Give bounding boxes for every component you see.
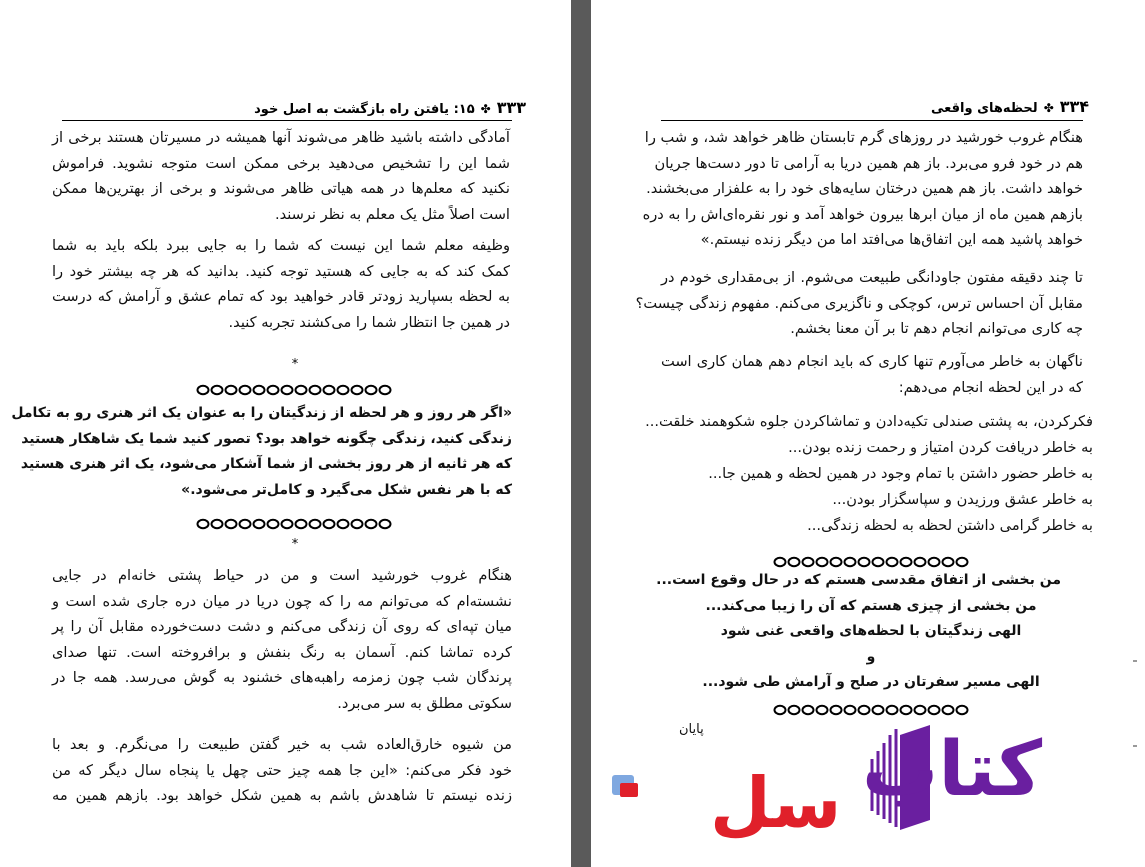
quote-text-line: که با هر نفس شکل می‌گیرد و کامل‌تر می‌شود.» bbox=[181, 481, 512, 498]
left-page-number: ۳۳۳ bbox=[496, 98, 526, 117]
body-text-line: هنگام غروب خورشید در روزهای گرم تابستان ظاهر خواهد شد، و شب را bbox=[644, 129, 1083, 146]
section-star-icon: * bbox=[291, 357, 299, 372]
section-star-icon: * bbox=[291, 537, 299, 552]
body-text-line: خود فکر می‌کنم: «این جا همه چیز حتی چهل یا پنجاه سال دیگر که من bbox=[52, 761, 512, 779]
body-text-line: خواهد داشت. باز هم همین درختان سایه‌های خود را به علفزار می‌بخشند. bbox=[646, 180, 1083, 197]
quote-text-line: که هر ثانیه از هر روز بخشی از شما آشکار می‌شود، یک اثر هنری هستید bbox=[20, 456, 512, 472]
header-ornament-icon: ✤ bbox=[1043, 101, 1054, 115]
list-item-line: به خاطر دریافت کردن امتیاز و رحمت زنده بودن... bbox=[788, 439, 1093, 456]
body-text-line: آمادگی داشته باشید ظاهر می‌شوند آنها همیشه در مسیرتان هستند برخی از bbox=[52, 129, 510, 146]
body-text-line: است اصلاً مثل یک معلم به نظر نرسند. bbox=[274, 205, 510, 223]
quote-text-line: «اگر هر روز و هر لحظه از زندگیتان را به عنوان یک اثر هنری رو به تکامل bbox=[11, 405, 512, 421]
body-text-line: در همین جا انتظار شما را می‌کشند تجربه کنید. bbox=[228, 313, 510, 331]
scan-edge-mark bbox=[1133, 745, 1137, 747]
right-page-header bbox=[931, 97, 1089, 116]
body-text-line: هنگام غروب خورشید است و من در حیاط پشتی خانه‌ام در جایی bbox=[52, 567, 512, 584]
body-text-line: تا چند دقیقه مفتون جاودانگی طبیعت می‌شوم. از بی‌مقداری خودم در bbox=[661, 269, 1083, 286]
list-item-line: به خاطر عشق ورزیدن و سپاسگزار بودن... bbox=[832, 491, 1093, 508]
closing-text-line: من بخشی از چیزی هستم که آن را زیبا می‌کند... bbox=[705, 597, 1037, 614]
body-text-line: خواهد پاشید همه این اتفاق‌ها می‌افتد اما من دیگر زنده نیستم.» bbox=[700, 231, 1083, 248]
body-text-line: که در این لحظه انجام می‌دهم: bbox=[898, 378, 1083, 396]
list-item-line: فکرکردن، به پشتی صندلی تکیه‌دادن و تماشاکردن جلوه شکوهمند خلقت... bbox=[645, 413, 1093, 430]
logo-badge-icon bbox=[620, 783, 638, 797]
body-text-line: پرندگان شب چون زمزمه راهبه‌های خشنود به گوش می‌رسد. همه جا در bbox=[52, 669, 512, 686]
list-item-line: به خاطر حضور داشتن با تمام وجود در همین لحظه و همین جا... bbox=[708, 465, 1093, 482]
left-page-header bbox=[254, 98, 526, 117]
list-item-line: به خاطر گرامی داشتن لحظه به لحظه زندگی... bbox=[807, 517, 1093, 534]
body-text-line: چه کاری می‌توانم انجام دهم تا بر آن معنا بخشم. bbox=[790, 320, 1083, 337]
right-header-rule bbox=[661, 120, 1083, 121]
closing-text-line: و bbox=[866, 648, 876, 665]
body-text-line: ناگهان به خاطر می‌آورم تنها کاری که باید انجام دهم همان کاری است bbox=[661, 353, 1083, 370]
logo-word-ketab: کتاب bbox=[862, 724, 1043, 813]
body-text-line: من شیوه خارق‌العاده شب به خیر گفتن طبیعت را می‌نگرم. و بعد با bbox=[52, 736, 512, 753]
ornament-divider bbox=[773, 555, 969, 569]
ornament-divider bbox=[196, 517, 392, 531]
right-page-chapter-title: لحظه‌های واقعی bbox=[931, 101, 1038, 116]
body-text-line: کرده تماشا کنم. آسمان به رنگ بنفش و برافروخته است. تنها صدای bbox=[52, 643, 512, 661]
ornament-divider bbox=[196, 383, 392, 397]
ketabsal-logo-graphic bbox=[600, 705, 1043, 844]
right-page-number: ۳۳۴ bbox=[1059, 97, 1090, 116]
body-text-line: وظیفه معلم شما این نیست که شما را به جایی ببرد بلکه باید به شما bbox=[52, 237, 510, 254]
body-text-line: بازهم همین ماه از میان ابرها بیرون خواهد آمد و نور نقره‌ای‌اش را به دره bbox=[642, 205, 1083, 223]
closing-text-line: من بخشی از اتفاق مقدسی هستم که در حال وقوع است... bbox=[656, 572, 1061, 588]
body-text-line: نکنید که معلم‌ها در همه هیاتی ظاهر می‌شوند و برخی از بهترین‌ها ممکن bbox=[52, 180, 510, 197]
quote-text-line: زندگی کنید، زندگی چگونه خواهد بود؟ تصور کنید شما یک شاهکار هستید bbox=[21, 430, 512, 447]
page-gap bbox=[571, 0, 591, 867]
body-text-line: هم در خود فرو می‌برد. باز هم همین دریا به آرامی تا دور دست‌ها جریان bbox=[654, 154, 1083, 172]
closing-text-line: الهی زندگیتان با لحظه‌های واقعی غنی شود bbox=[720, 623, 1022, 639]
scan-edge-mark bbox=[1133, 660, 1137, 662]
left-page bbox=[0, 0, 571, 867]
body-text-line: میان تپه‌ای که روی آن زندگی می‌کنم و دشت دست‌خورده مقابل آن را پر bbox=[52, 618, 512, 635]
left-page-chapter-title: ۱۵: یافتن راه بازگشت به اصل خود bbox=[254, 102, 475, 117]
body-text-line: سکوتی مطلق به سر می‌برد. bbox=[337, 694, 512, 712]
body-text-line: شما این را تشخیص می‌دهید برخی ممکن است متوجه نشوید. فراموش bbox=[52, 154, 510, 172]
end-label: پایان bbox=[679, 722, 704, 737]
body-text-line: کمک کند که به جایی که هستید توجه کنید. بدانید که هر چه بیشتر خود را bbox=[52, 262, 510, 280]
left-header-rule bbox=[62, 120, 512, 121]
body-text-line: مقابل آن احساس ترس، کوچکی و ناگزیری می‌کنم. مفهوم زندگی چیست؟ bbox=[635, 294, 1083, 312]
header-ornament-icon: ✤ bbox=[480, 102, 491, 116]
closing-text-line: الهی مسیر سفرتان در صلح و آرامش طی شود... bbox=[702, 674, 1040, 690]
ketabsal-logo bbox=[600, 705, 1043, 844]
logo-word-sal: سل bbox=[710, 762, 842, 844]
body-text-line: نشسته‌ام که می‌توانم مه را که چون دریا در میان دره جاری شده است و bbox=[52, 592, 512, 610]
body-text-line: زنده نیستم تا شاهدش باشم به همین شکل خواهد بود. بازهم همین مه bbox=[52, 787, 512, 804]
body-text-line: به لحظه بسپارید زودتر قادر خواهید بود که تمام عشق و آرامش که درست bbox=[52, 288, 510, 305]
